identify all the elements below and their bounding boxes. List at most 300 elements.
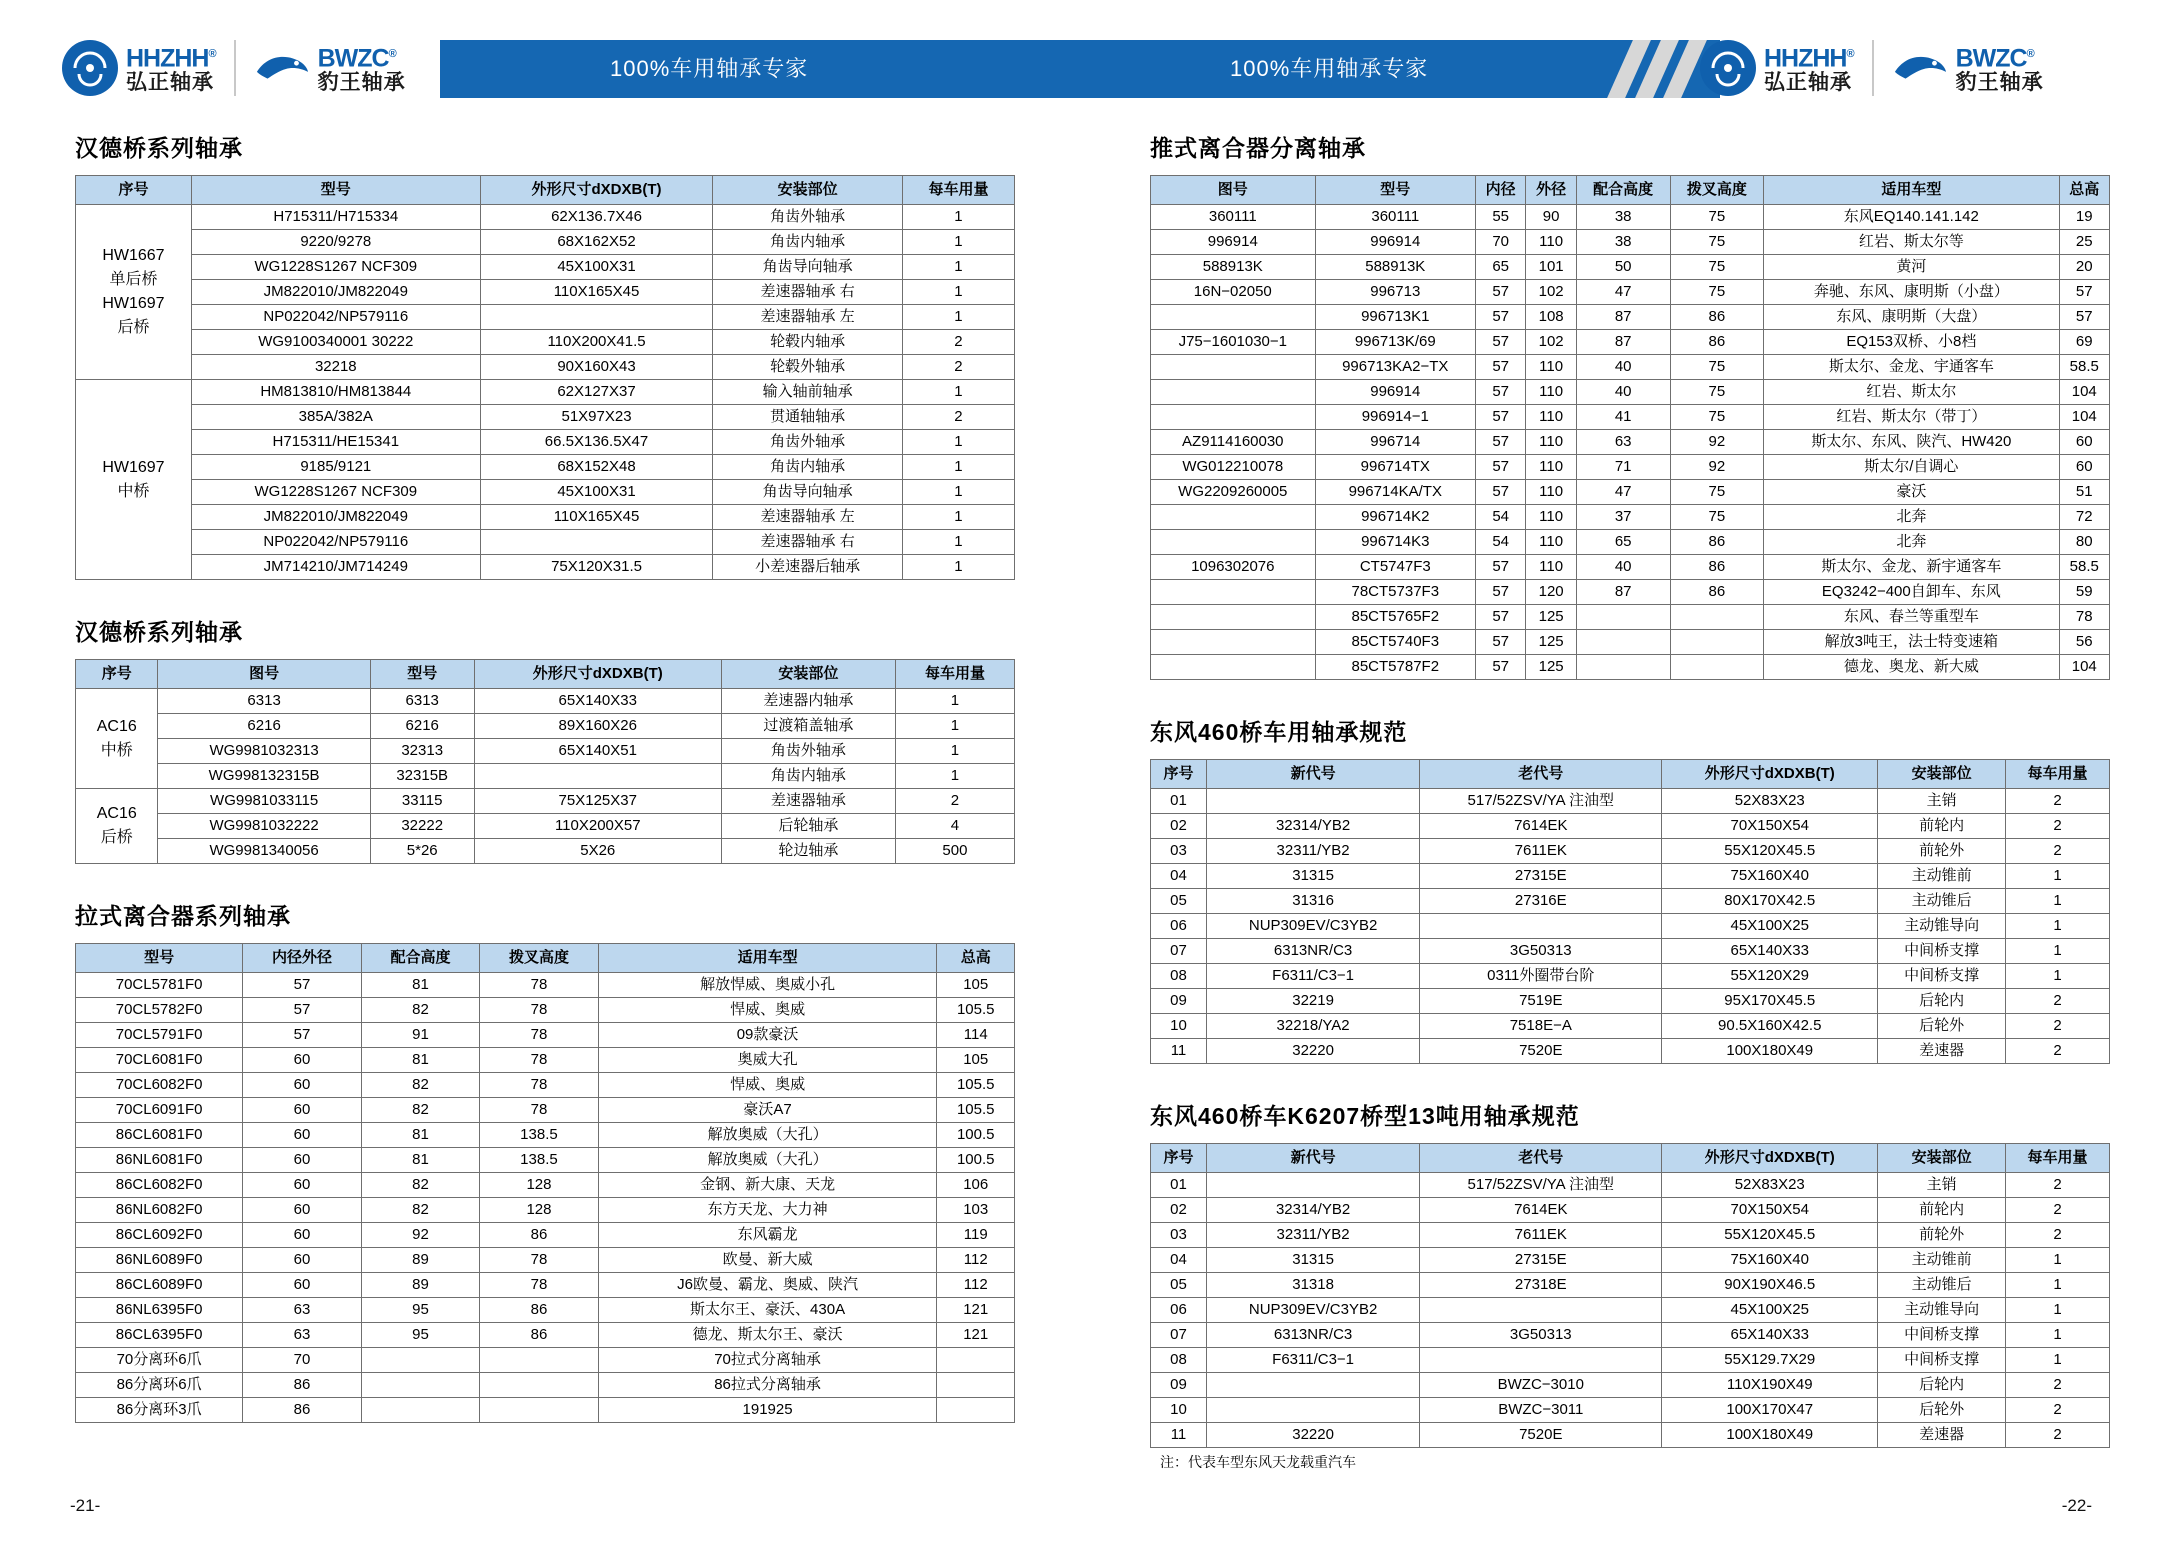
table-cell: 2 <box>895 789 1014 814</box>
group-label-cell: HW1667 单后桥 HW1697 后桥 <box>76 205 192 380</box>
table-cell: J6欧曼、霸龙、奥威、陕汽 <box>598 1273 937 1298</box>
table-cell: WG9981032313 <box>158 739 370 764</box>
table-cell: 2 <box>2006 1223 2110 1248</box>
table-cell: 89X160X26 <box>474 714 721 739</box>
table-cell: 78 <box>480 973 599 998</box>
table-cell: 57 <box>243 1023 362 1048</box>
table-cell: 悍威、奥威 <box>598 1073 937 1098</box>
table-cell: 斯太尔、金龙、新宇通客车 <box>1764 555 2059 580</box>
table-cell: 3G50313 <box>1420 939 1662 964</box>
section-handeqiao-2 <box>75 614 1015 864</box>
table-cell: 解放奥威（大孔） <box>598 1148 937 1173</box>
table-cell: 豪沃A7 <box>598 1098 937 1123</box>
table-cell: 奥威大孔 <box>598 1048 937 1073</box>
table-row <box>1151 1273 2110 1298</box>
table-cell: J75−1601030−1 <box>1151 330 1316 355</box>
table-cell: 60 <box>243 1273 362 1298</box>
table-cell: 1096302076 <box>1151 555 1316 580</box>
table-cell: 27315E <box>1420 1248 1662 1273</box>
table-cell: JM714210/JM714249 <box>191 555 480 580</box>
table-cell: 70CL5781F0 <box>76 973 243 998</box>
column-header: 每车用量 <box>895 660 1014 689</box>
table-cell: 57 <box>1475 380 1525 405</box>
table-cell: 86 <box>243 1373 362 1398</box>
table-cell: 95 <box>361 1298 480 1323</box>
table-cell: 差速器轴承 <box>721 789 895 814</box>
table-cell: 91 <box>361 1023 480 1048</box>
table-cell: 70 <box>1475 230 1525 255</box>
column-header: 安装部位 <box>1878 1144 2006 1173</box>
table-cell: 悍威、奥威 <box>598 998 937 1023</box>
table-cell <box>1420 914 1662 939</box>
table-cell: 81 <box>361 1123 480 1148</box>
table-row <box>1151 355 2110 380</box>
table-cell: 588913K <box>1151 255 1316 280</box>
table-cell <box>1670 655 1764 680</box>
table-cell: BWZC−3011 <box>1420 1398 1662 1423</box>
table-cell: 68X152X48 <box>480 455 713 480</box>
table-cell: 87 <box>1576 305 1670 330</box>
table-row <box>1151 939 2110 964</box>
table-cell <box>1206 1398 1419 1423</box>
table-row <box>1151 1039 2110 1064</box>
section-handeqiao-1 <box>75 130 1015 580</box>
table-cell: 6313NR/C3 <box>1206 1323 1419 1348</box>
table-cell: 57 <box>1475 580 1525 605</box>
table-cell: 07 <box>1151 1323 1207 1348</box>
column-header: 老代号 <box>1420 1144 1662 1173</box>
header-banner <box>440 40 1720 98</box>
table-row <box>76 505 1015 530</box>
table-cell: 37 <box>1576 505 1670 530</box>
table-cell <box>1151 605 1316 630</box>
section-title: 东风460桥车用轴承规范 <box>1150 719 1408 745</box>
column-header: 配合高度 <box>361 944 480 973</box>
table-cell: 欧曼、新大威 <box>598 1248 937 1273</box>
table-cell: 1 <box>902 230 1014 255</box>
hhzhh-logo-icon <box>62 40 118 96</box>
table-cell: 1 <box>902 555 1014 580</box>
table-cell: 70CL6082F0 <box>76 1073 243 1098</box>
table-cell: WG1228S1267 NCF309 <box>191 255 480 280</box>
table-body <box>1151 205 2110 680</box>
table-cell: 57 <box>1475 330 1525 355</box>
table-cell: 差速器轴承 左 <box>713 505 903 530</box>
table-row <box>76 973 1015 998</box>
page-number-left: -21- <box>70 1496 101 1515</box>
table-cell: 86分离环6爪 <box>76 1373 243 1398</box>
table-cell: 86 <box>1670 530 1764 555</box>
table-cell: 角齿导向轴承 <box>713 480 903 505</box>
table-cell: 78 <box>2059 605 2109 630</box>
table-cell: 57 <box>243 998 362 1023</box>
table-cell: 60 <box>243 1248 362 1273</box>
table-cell: 后轮轴承 <box>721 814 895 839</box>
table-cell: 60 <box>243 1173 362 1198</box>
table-cell: 60 <box>243 1048 362 1073</box>
table-cell: 前轮外 <box>1878 839 2006 864</box>
logo-group-right <box>1700 36 2044 100</box>
table-cell: 德龙、奥龙、新大威 <box>1764 655 2059 680</box>
table-row <box>76 1098 1015 1123</box>
table-cell: 差速器 <box>1878 1039 2006 1064</box>
table-cell: 70CL6091F0 <box>76 1098 243 1123</box>
table-cell: 1 <box>902 255 1014 280</box>
table-row <box>76 530 1015 555</box>
table-row <box>1151 330 2110 355</box>
table-cell: 2 <box>902 355 1014 380</box>
table-row <box>1151 1248 2110 1273</box>
table-cell: 20 <box>2059 255 2109 280</box>
table-row <box>1151 1423 2110 1448</box>
table-cell: 1 <box>2006 1298 2110 1323</box>
bwzc-cn: 豹王轴承 <box>1955 71 2044 95</box>
table-cell <box>361 1373 480 1398</box>
table-cell: 86NL6081F0 <box>76 1148 243 1173</box>
table-body <box>1151 789 2110 1064</box>
table-cell: 7518E−A <box>1420 1014 1662 1039</box>
table-row <box>76 1373 1015 1398</box>
table-cell: 86分离环3爪 <box>76 1398 243 1423</box>
table-row <box>1151 989 2110 1014</box>
table-cell: F6311/C3−1 <box>1206 1348 1419 1373</box>
table-cell: 32314/YB2 <box>1206 814 1419 839</box>
table-row <box>1151 580 2110 605</box>
table-cell: 斯太尔/自调心 <box>1764 455 2059 480</box>
table-cell <box>1420 1298 1662 1323</box>
table-cell <box>1151 630 1316 655</box>
table-row <box>76 998 1015 1023</box>
table-row <box>1151 1398 2110 1423</box>
table-cell: 72 <box>2059 505 2109 530</box>
table-cell: 32218/YA2 <box>1206 1014 1419 1039</box>
table-row <box>1151 605 2110 630</box>
table-cell: 65 <box>1475 255 1525 280</box>
table-cell: 996714TX <box>1315 455 1475 480</box>
table-cell: 57 <box>1475 605 1525 630</box>
table-cell: 2 <box>2006 1014 2110 1039</box>
column-header: 型号 <box>1315 176 1475 205</box>
table-cell: 103 <box>937 1198 1015 1223</box>
table-cell: 轮毂内轴承 <box>713 330 903 355</box>
table-cell: 1 <box>895 764 1014 789</box>
table-cell: 110 <box>1526 230 1576 255</box>
table-cell: 120 <box>1526 580 1576 605</box>
table-cell <box>480 1373 599 1398</box>
table-cell: 58.5 <box>2059 555 2109 580</box>
table-cell: 32313 <box>370 739 474 764</box>
table-cell: 02 <box>1151 1198 1207 1223</box>
table-row <box>1151 230 2110 255</box>
table-cell: 104 <box>2059 405 2109 430</box>
table-row <box>1151 630 2110 655</box>
table-cell: 北奔 <box>1764 530 2059 555</box>
table-cell: 08 <box>1151 964 1207 989</box>
table-cell: 东方天龙、大力神 <box>598 1198 937 1223</box>
table-cell: CT5747F3 <box>1315 555 1475 580</box>
table-cell: 06 <box>1151 914 1207 939</box>
table-cell: 11 <box>1151 1423 1207 1448</box>
table-cell: 角齿内轴承 <box>713 455 903 480</box>
table-cell: 75 <box>1670 230 1764 255</box>
table-row <box>76 1323 1015 1348</box>
column-header: 每车用量 <box>902 176 1014 205</box>
table-cell: 7611EK <box>1420 1223 1662 1248</box>
table-cell: WG9981033115 <box>158 789 370 814</box>
table-row <box>76 255 1015 280</box>
table-row <box>1151 1223 2110 1248</box>
table-row <box>1151 480 2110 505</box>
table-row <box>76 1298 1015 1323</box>
column-header: 型号 <box>370 660 474 689</box>
table-cell: 112 <box>937 1248 1015 1273</box>
table-cell: 121 <box>937 1323 1015 1348</box>
table-cell: 92 <box>361 1223 480 1248</box>
table-cell: 100X180X49 <box>1662 1423 1878 1448</box>
table-cell: 1 <box>2006 939 2110 964</box>
table-cell: 2 <box>2006 989 2110 1014</box>
table-cell: 110 <box>1526 530 1576 555</box>
table-cell: 110 <box>1526 555 1576 580</box>
table-cell: 33115 <box>370 789 474 814</box>
table-cell: 82 <box>361 1173 480 1198</box>
table-cell: 86 <box>1670 330 1764 355</box>
table-cell: 75 <box>1670 505 1764 530</box>
table-cell: 7520E <box>1420 1423 1662 1448</box>
table-cell: JM822010/JM822049 <box>191 505 480 530</box>
table-row <box>1151 305 2110 330</box>
table-cell: 差速器轴承 左 <box>713 305 903 330</box>
table-cell <box>1206 1373 1419 1398</box>
table-cell: 47 <box>1576 480 1670 505</box>
table-df460 <box>1150 759 2110 1064</box>
table-cell: 1 <box>902 430 1014 455</box>
table-cell: 78 <box>480 1098 599 1123</box>
table-cell: 05 <box>1151 889 1207 914</box>
table-cell: 588913K <box>1315 255 1475 280</box>
table-header-row <box>1151 760 2110 789</box>
table-cell: 2 <box>2006 1198 2110 1223</box>
table-header-row <box>76 660 1015 689</box>
table-cell: 58.5 <box>2059 355 2109 380</box>
table-cell: 57 <box>2059 305 2109 330</box>
column-header: 外径 <box>1526 176 1576 205</box>
table-row <box>1151 964 2110 989</box>
table-cell: 11 <box>1151 1039 1207 1064</box>
table-cell: 斯太尔王、豪沃、430A <box>598 1298 937 1323</box>
column-header: 图号 <box>158 660 370 689</box>
table-cell: 101 <box>1526 255 1576 280</box>
table-cell: 110X190X49 <box>1662 1373 1878 1398</box>
table-cell: 主动锥后 <box>1878 1273 2006 1298</box>
table-cell: 主销 <box>1878 1173 2006 1198</box>
table-cell: 解放3吨王，法士特变速箱 <box>1764 630 2059 655</box>
table-cell: 德龙、斯太尔王、豪沃 <box>598 1323 937 1348</box>
table-cell: 轮毂外轴承 <box>713 355 903 380</box>
table-row <box>1151 530 2110 555</box>
table-cell: 110 <box>1526 480 1576 505</box>
table-row <box>76 405 1015 430</box>
table-cell: 65X140X33 <box>1662 939 1878 964</box>
table-cell: 996713 <box>1315 280 1475 305</box>
table-cell: 01 <box>1151 1173 1207 1198</box>
table-row <box>76 205 1015 230</box>
table-cell: WG1228S1267 NCF309 <box>191 480 480 505</box>
table-cell: 65X140X33 <box>1662 1323 1878 1348</box>
table-cell: 前轮外 <box>1878 1223 2006 1248</box>
table-cell: 70CL5782F0 <box>76 998 243 1023</box>
table-row <box>76 380 1015 405</box>
table-cell: 55X120X45.5 <box>1662 839 1878 864</box>
table-row <box>1151 864 2110 889</box>
left-column <box>75 130 1015 1457</box>
table-cell: 32222 <box>370 814 474 839</box>
table-row <box>76 330 1015 355</box>
table-cell: 7520E <box>1420 1039 1662 1064</box>
table-cell: 62X136.7X46 <box>480 205 713 230</box>
table-cell: 81 <box>361 1048 480 1073</box>
table-cell: 5*26 <box>370 839 474 864</box>
table-cell: 87 <box>1576 580 1670 605</box>
table-cell: 前轮内 <box>1878 1198 2006 1223</box>
table-cell: 996713K/69 <box>1315 330 1475 355</box>
table-cell: 主销 <box>1878 789 2006 814</box>
table-cell: 东风、春兰等重型车 <box>1764 605 2059 630</box>
table-cell: 110X200X57 <box>474 814 721 839</box>
banner-text-left: 100%车用轴承专家 <box>610 56 809 81</box>
table-row <box>76 1223 1015 1248</box>
table-cell: 996914 <box>1315 380 1475 405</box>
table-handeqiao-2 <box>75 659 1015 864</box>
table-row <box>76 305 1015 330</box>
table-cell: 奔驰、东风、康明斯（小盘） <box>1764 280 2059 305</box>
table-cell <box>1670 630 1764 655</box>
table-cell: 45X100X31 <box>480 255 713 280</box>
table-cell: 1 <box>902 505 1014 530</box>
column-header: 总高 <box>937 944 1015 973</box>
table-row <box>1151 789 2110 814</box>
table-cell: 角齿外轴承 <box>713 205 903 230</box>
table-cell: 差速器 <box>1878 1423 2006 1448</box>
column-header: 老代号 <box>1420 760 1662 789</box>
table-cell: 86CL6082F0 <box>76 1173 243 1198</box>
table-cell: NP022042/NP579116 <box>191 530 480 555</box>
table-cell: 89 <box>361 1273 480 1298</box>
table-cell <box>1151 305 1316 330</box>
table-row <box>76 355 1015 380</box>
column-header: 序号 <box>1151 1144 1207 1173</box>
group-label-cell: AC16 后桥 <box>76 789 158 864</box>
table-cell: 86 <box>1670 305 1764 330</box>
table-cell: 50 <box>1576 255 1670 280</box>
right-column <box>1150 130 2110 1506</box>
table-row <box>76 555 1015 580</box>
table-cell: 45X100X25 <box>1662 914 1878 939</box>
table-cell: 09款豪沃 <box>598 1023 937 1048</box>
table-cell: 68X162X52 <box>480 230 713 255</box>
table-cell: 90X160X43 <box>480 355 713 380</box>
table-cell: 东风、康明斯（大盘） <box>1764 305 2059 330</box>
table-body <box>1151 1173 2110 1448</box>
table-cell: 中间桥支撑 <box>1878 1323 2006 1348</box>
table-cell: WG9100340001 30222 <box>191 330 480 355</box>
table-cell: 105 <box>937 973 1015 998</box>
table-cell <box>1420 1348 1662 1373</box>
table-cell <box>1151 530 1316 555</box>
table-cell: 7611EK <box>1420 839 1662 864</box>
table-cell: 差速器轴承 右 <box>713 280 903 305</box>
table-cell: 86 <box>480 1298 599 1323</box>
column-header: 每车用量 <box>2006 1144 2110 1173</box>
table-cell: 385A/382A <box>191 405 480 430</box>
table-header-row <box>1151 1144 2110 1173</box>
table-cell: 后轮内 <box>1878 989 2006 1014</box>
table-cell: 1 <box>895 689 1014 714</box>
table-cell: 03 <box>1151 1223 1207 1248</box>
column-header: 型号 <box>76 944 243 973</box>
table-row <box>76 1273 1015 1298</box>
table-row <box>1151 405 2110 430</box>
table-cell: WG9981032222 <box>158 814 370 839</box>
table-row <box>76 689 1015 714</box>
table-cell: 92 <box>1670 455 1764 480</box>
table-cell <box>361 1398 480 1423</box>
table-cell: 100.5 <box>937 1123 1015 1148</box>
table-cell: EQ153双桥、小8档 <box>1764 330 2059 355</box>
table-cell: 110 <box>1526 405 1576 430</box>
table-cell: 6313 <box>370 689 474 714</box>
table-cell: 57 <box>243 973 362 998</box>
table-cell: 86CL6092F0 <box>76 1223 243 1248</box>
table-cell: 2 <box>902 405 1014 430</box>
table-cell: 89 <box>361 1248 480 1273</box>
table-cell: 78 <box>480 1023 599 1048</box>
table-cell: 65 <box>1576 530 1670 555</box>
table-cell: 63 <box>243 1323 362 1348</box>
column-header: 外形尺寸dXDXB(T) <box>1662 760 1878 789</box>
table-cell: 86拉式分离轴承 <box>598 1373 937 1398</box>
table-row <box>76 714 1015 739</box>
table-cell <box>937 1398 1015 1423</box>
table-cell: 6216 <box>158 714 370 739</box>
logo-divider <box>1872 40 1874 96</box>
table-row <box>1151 839 2110 864</box>
table-cell: 40 <box>1576 555 1670 580</box>
table-cell: 108 <box>1526 305 1576 330</box>
table-cell: 57 <box>1475 555 1525 580</box>
table-cell: NUP309EV/C3YB2 <box>1206 914 1419 939</box>
table-cell: 57 <box>1475 405 1525 430</box>
table-row <box>76 480 1015 505</box>
table-cell: 114 <box>937 1023 1015 1048</box>
table-cell: 86CL6395F0 <box>76 1323 243 1348</box>
hhzhh-wordmark: HHZHH® 弘正轴承 <box>126 44 216 95</box>
table-row <box>1151 1014 2110 1039</box>
table-cell: 62X127X37 <box>480 380 713 405</box>
table-cell: 02 <box>1151 814 1207 839</box>
table-cell: 78 <box>480 1273 599 1298</box>
table-cell: 6313NR/C3 <box>1206 939 1419 964</box>
logo-divider <box>234 40 236 96</box>
table-cell: 60 <box>243 1223 362 1248</box>
table-cell: 52X83X23 <box>1662 789 1878 814</box>
table-cell: 75 <box>1670 255 1764 280</box>
table-cell: 56 <box>2059 630 2109 655</box>
column-header: 每车用量 <box>2006 760 2110 789</box>
table-row <box>1151 280 2110 305</box>
column-header: 内径 <box>1475 176 1525 205</box>
table-row <box>1151 505 2110 530</box>
